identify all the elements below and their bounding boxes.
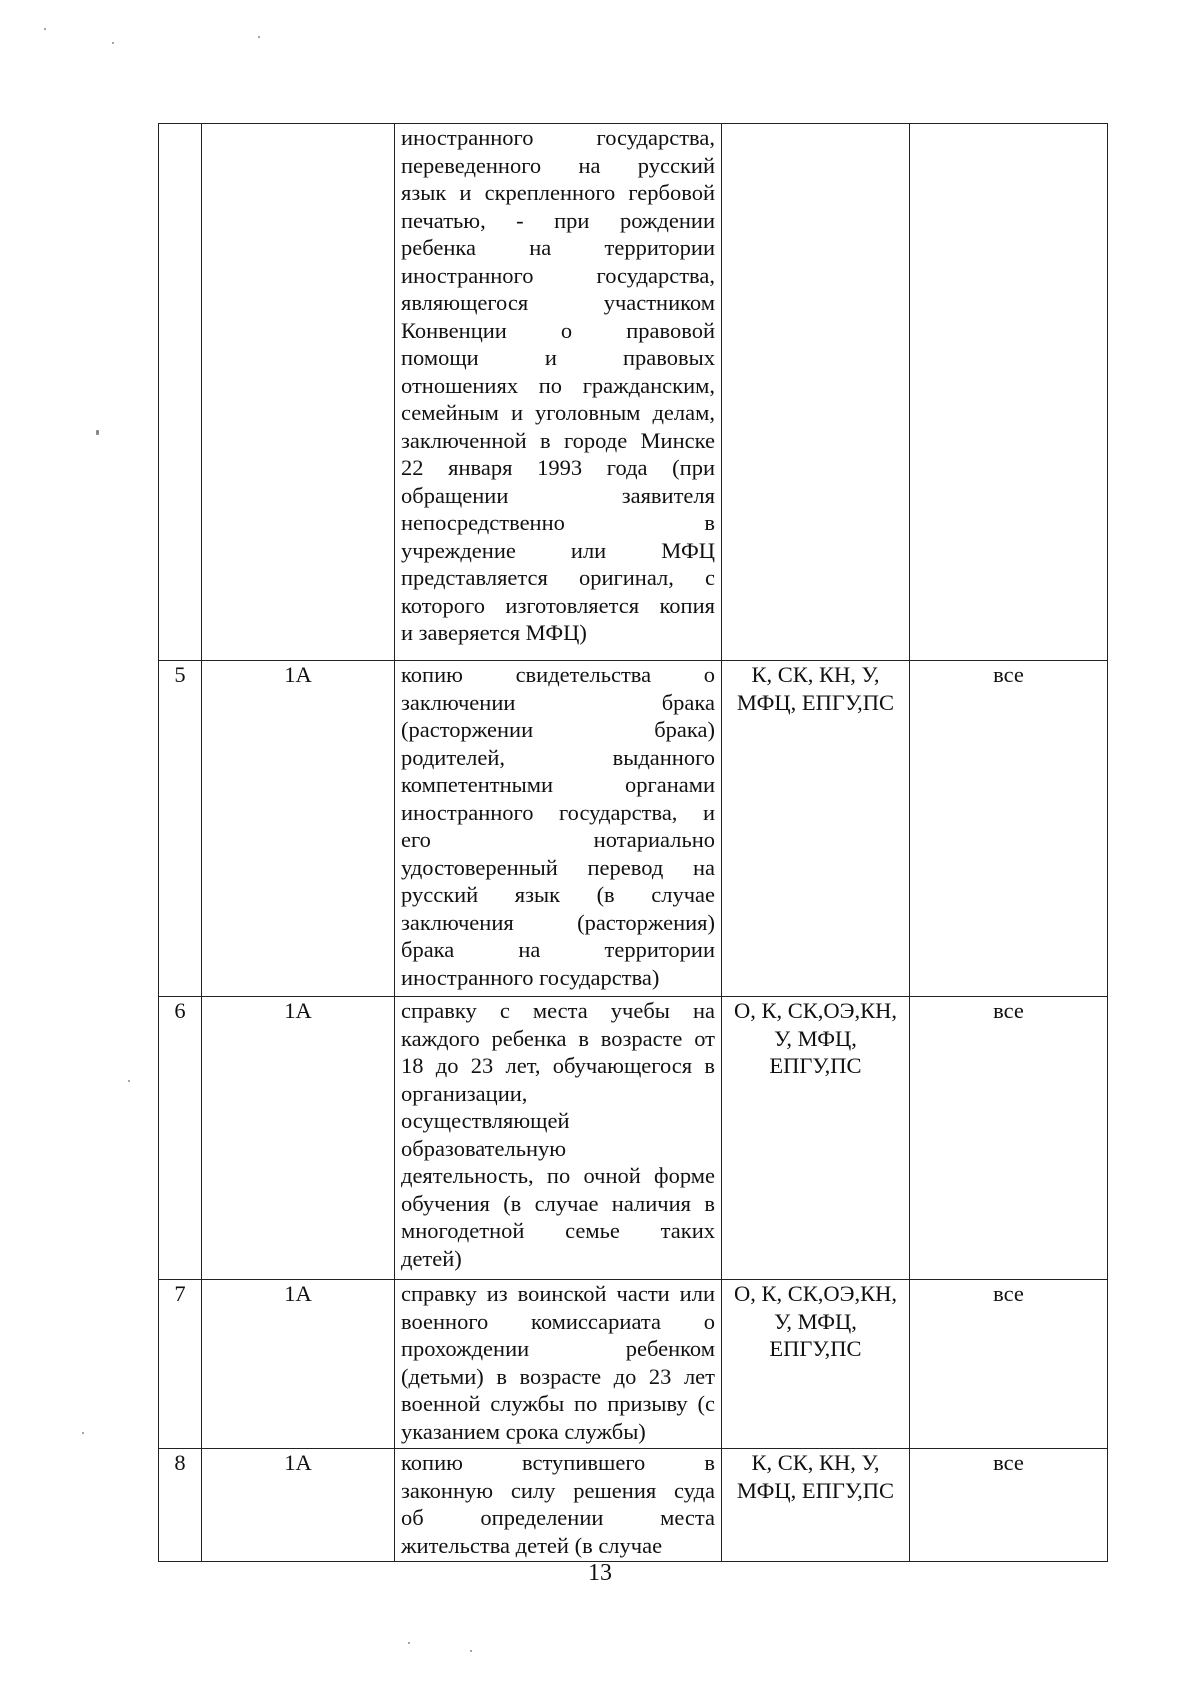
- description-line: справку из воинской части или: [401, 1281, 715, 1306]
- description-line: переведенного на русский: [401, 152, 715, 178]
- description-line: справку с места учебы на: [401, 998, 715, 1023]
- table-row: [159, 1280, 1108, 1449]
- description-line: обучения (в случае наличия в: [401, 1190, 715, 1216]
- table-row: [159, 1449, 1108, 1562]
- documents-table: [158, 123, 1108, 1562]
- scan-speck: [408, 1642, 410, 1644]
- category-cell: все: [910, 1449, 1108, 1562]
- description-line: каждого ребенка в возрасте от: [401, 1025, 715, 1051]
- description-line: деятельность, по очной форме: [401, 1163, 715, 1188]
- receipt-method-line: У, МФЦ,: [774, 1308, 857, 1334]
- scan-speck: [96, 430, 99, 435]
- description-line: 18 до 23 лет, обучающегося в: [401, 1053, 715, 1078]
- row-number-cell: 5: [159, 661, 202, 997]
- table-row: [159, 661, 1108, 997]
- description-line: брака на территории: [401, 937, 715, 962]
- description-line: иностранного государства): [401, 964, 660, 990]
- scan-speck: [112, 42, 114, 44]
- receipt-method-cell: [722, 661, 910, 997]
- receipt-method-cell: [722, 1449, 910, 1562]
- description-line: и заверяется МФЦ): [401, 620, 587, 645]
- description-line: компетентными органами: [401, 772, 715, 797]
- row-number-cell: [159, 124, 202, 661]
- receipt-method-line: ЕПГУ,ПС: [769, 1336, 862, 1361]
- receipt-method-line: К, СК, КН, У,: [751, 662, 880, 687]
- description-line: Конвенции о правовой: [401, 317, 715, 343]
- description-line: которого изготовляется копия: [401, 592, 715, 618]
- description-line: русский язык (в случае: [401, 882, 715, 907]
- category-cell: [910, 124, 1108, 661]
- category-cell: все: [910, 997, 1108, 1280]
- code-cell: 1А: [202, 997, 395, 1280]
- code-cell: 1А: [202, 1280, 395, 1449]
- description-line: осуществляющей: [401, 1108, 570, 1133]
- description-line: непосредственно в: [401, 510, 715, 535]
- table-row: [159, 997, 1108, 1280]
- receipt-method-cell: [722, 1280, 910, 1449]
- description-line: обращении заявителя: [401, 482, 715, 508]
- description-line: копию свидетельства о: [401, 662, 715, 687]
- scan-speck: [82, 1432, 84, 1434]
- description-line: организации,: [401, 1080, 528, 1106]
- description-line: заключенной в городе Минске: [401, 427, 715, 453]
- description-line: детей): [401, 1245, 462, 1271]
- description-line: представляется оригинал, с: [401, 565, 715, 590]
- description-line: военного комиссариата о: [401, 1308, 715, 1334]
- description-line: прохождении ребенком: [401, 1336, 715, 1361]
- document-description-cell: [395, 661, 722, 997]
- description-line: удостоверенный перевод на: [401, 854, 715, 880]
- description-line: образовательную: [401, 1135, 567, 1161]
- document-description-cell: [395, 124, 722, 661]
- receipt-method-line: У, МФЦ,: [774, 1025, 857, 1051]
- row-number-cell: 8: [159, 1449, 202, 1562]
- description-line: язык и скрепленного гербовой: [401, 180, 715, 205]
- description-line: военной службы по призыву (с: [401, 1391, 715, 1416]
- description-line: иностранного государства, и: [401, 799, 715, 825]
- category-cell: все: [910, 1280, 1108, 1449]
- document-description-cell: [395, 1280, 722, 1449]
- description-line: многодетной семье таких: [401, 1218, 715, 1243]
- description-line: об определении места: [401, 1505, 715, 1530]
- description-line: печатью, - при рождении: [401, 207, 715, 233]
- code-cell: [202, 124, 395, 661]
- description-line: копию вступившего в: [401, 1450, 715, 1475]
- description-line: помощи и правовых: [401, 345, 715, 370]
- scan-speck: [128, 1080, 130, 1082]
- description-line: заключении брака: [401, 689, 715, 715]
- description-line: (детьми) в возрасте до 23 лет: [401, 1363, 715, 1389]
- document-description-cell: [395, 997, 722, 1280]
- description-line: 22 января 1993 года (при: [401, 455, 715, 480]
- description-line: являющегося участником: [401, 290, 715, 315]
- page-number: 13: [588, 1560, 612, 1586]
- description-line: учреждение или МФЦ: [401, 537, 715, 563]
- code-cell: 1А: [202, 1449, 395, 1562]
- description-line: законную силу решения суда: [401, 1477, 715, 1503]
- receipt-method-cell: [722, 997, 910, 1280]
- row-number-cell: 7: [159, 1280, 202, 1449]
- description-line: жительства детей (в случае: [401, 1532, 663, 1558]
- description-line: иностранного государства,: [401, 125, 715, 150]
- receipt-method-line: К, СК, КН, У,: [751, 1450, 880, 1475]
- description-line: (расторжении брака): [401, 717, 715, 742]
- document-description-cell: [395, 1449, 722, 1562]
- receipt-method-line: ЕПГУ,ПС: [769, 1053, 862, 1078]
- description-line: ребенка на территории: [401, 235, 715, 260]
- receipt-method-line: МФЦ, ЕПГУ,ПС: [736, 689, 895, 715]
- scan-speck: [44, 28, 46, 30]
- scan-speck: [470, 1650, 472, 1652]
- code-cell: 1А: [202, 661, 395, 997]
- documents-table-body: [159, 124, 1108, 1562]
- description-line: заключения (расторжения): [401, 909, 715, 935]
- scan-speck: [258, 36, 260, 38]
- receipt-method-line: О, К, СК,ОЭ,КН,: [733, 998, 897, 1023]
- description-line: указанием срока службы): [401, 1418, 646, 1444]
- table-row: [159, 124, 1108, 661]
- receipt-method-line: О, К, СК,ОЭ,КН,: [733, 1281, 897, 1306]
- receipt-method-cell: [722, 124, 910, 661]
- description-line: отношениях по гражданским,: [401, 372, 715, 398]
- description-line: родителей, выданного: [401, 744, 715, 770]
- description-line: его нотариально: [401, 827, 715, 852]
- description-line: иностранного государства,: [401, 262, 715, 288]
- receipt-method-line: МФЦ, ЕПГУ,ПС: [736, 1477, 895, 1503]
- row-number-cell: 6: [159, 997, 202, 1280]
- category-cell: все: [910, 661, 1108, 997]
- description-line: семейным и уголовным делам,: [401, 400, 715, 425]
